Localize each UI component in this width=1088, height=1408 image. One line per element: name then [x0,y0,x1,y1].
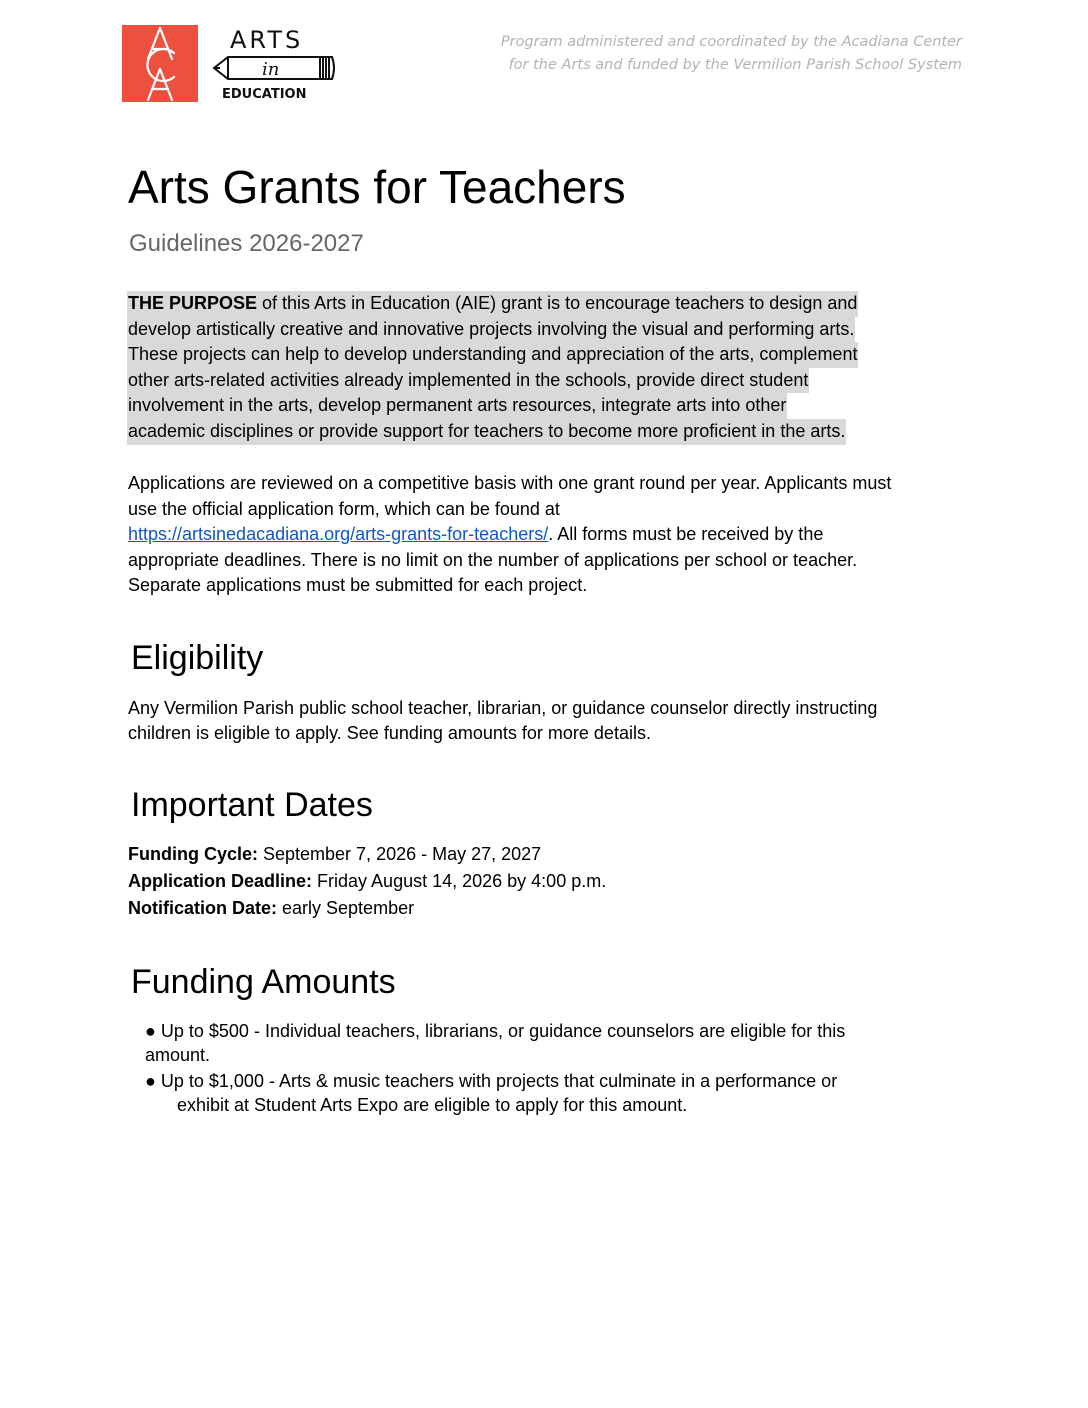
tagline-line: Program administered and coordinated by the Acadiana Center [500,34,962,50]
date-label: Funding Cycle: [128,844,258,864]
page-title: Arts Grants for Teachers [128,161,626,213]
logo-text-education: EDUCATION [222,87,307,102]
paragraph-line: children is eligible to apply. See funding amounts for more details. [128,723,651,743]
date-label: Notification Date: [128,898,278,918]
applications-paragraph [128,471,891,599]
purpose-lead: THE PURPOSE [128,293,258,313]
highlighted-line: other arts-related activities already implemented in the schools, provide direct student [127,368,809,394]
highlighted-line: academic disciplines or provide support for teachers to become more proficient in the arts. [127,419,846,445]
highlighted-line: These projects can help to develop understanding and appreciation of the arts, complement [127,342,858,368]
application-form-link[interactable]: https://artsinedacadiana.org/arts-grants-for-teachers/ [128,524,549,545]
logo-text-in: in [262,59,280,80]
funding-item-500 [145,1019,845,1067]
paragraph-line: Applications are reviewed on a competitive basis with one grant round per year. Applicants must [128,473,892,493]
date-row-funding-cycle [128,841,606,868]
bullet-icon: ● [145,1071,156,1091]
highlighted-line: involvement in the arts, develop permanent arts resources, integrate arts into other [127,393,787,419]
important-dates-heading: Important Dates [131,786,373,824]
date-value: early September [277,898,415,918]
pencil-icon [210,24,340,102]
date-row-notification-date [128,895,606,922]
eligibility-paragraph [128,696,877,746]
page-subtitle: Guidelines 2026-2027 [129,230,364,257]
tagline-line: for the Arts and funded by the Vermilion Parish School System [508,57,962,73]
important-dates-list [128,841,606,922]
arts-in-education-logo [210,24,340,102]
date-row-application-deadline [128,868,606,895]
eligibility-heading: Eligibility [131,639,264,677]
paragraph-line: Any Vermilion Parish public school teacher, librarian, or guidance counselor directly instructing [128,698,878,718]
highlighted-line: develop artistically creative and innovative projects involving the visual and performing arts. [127,317,855,343]
paragraph-line: . All forms must be received by the [548,524,824,545]
funding-item-text: Up to $500 - Individual teachers, librarians, or guidance counselors are eligible for this [155,1021,846,1041]
purpose-text: of this Arts in Education (AIE) grant is to encourage teachers to design and [257,293,858,313]
funding-item-text: Up to $1,000 - Arts & music teachers with projects that culminate in a performance or [155,1071,838,1091]
highlighted-line [127,291,858,317]
paragraph-line: appropriate deadlines. There is no limit on the number of applications per school or teacher. [128,549,858,570]
funding-item-text: exhibit at Student Arts Expo are eligible to apply for this amount. [177,1095,688,1115]
funding-item-1000 [145,1069,845,1117]
paragraph-line: use the official application form, which can be found at [128,498,560,519]
date-label: Application Deadline: [128,871,313,891]
funding-amounts-list [145,1019,845,1119]
bullet-icon: ● [145,1021,156,1041]
paragraph-line: Separate applications must be submitted for each project. [128,575,588,596]
date-value: September 7, 2026 - May 27, 2027 [258,844,542,864]
aca-monogram-icon [122,25,198,102]
purpose-paragraph [128,291,858,445]
funding-item-text: amount. [145,1045,211,1065]
aca-logo [122,25,198,102]
date-value: Friday August 14, 2026 by 4:00 p.m. [312,871,607,891]
funding-amounts-heading: Funding Amounts [131,963,396,1001]
logo-text-arts: ARTS [230,26,304,54]
program-tagline [501,31,962,77]
